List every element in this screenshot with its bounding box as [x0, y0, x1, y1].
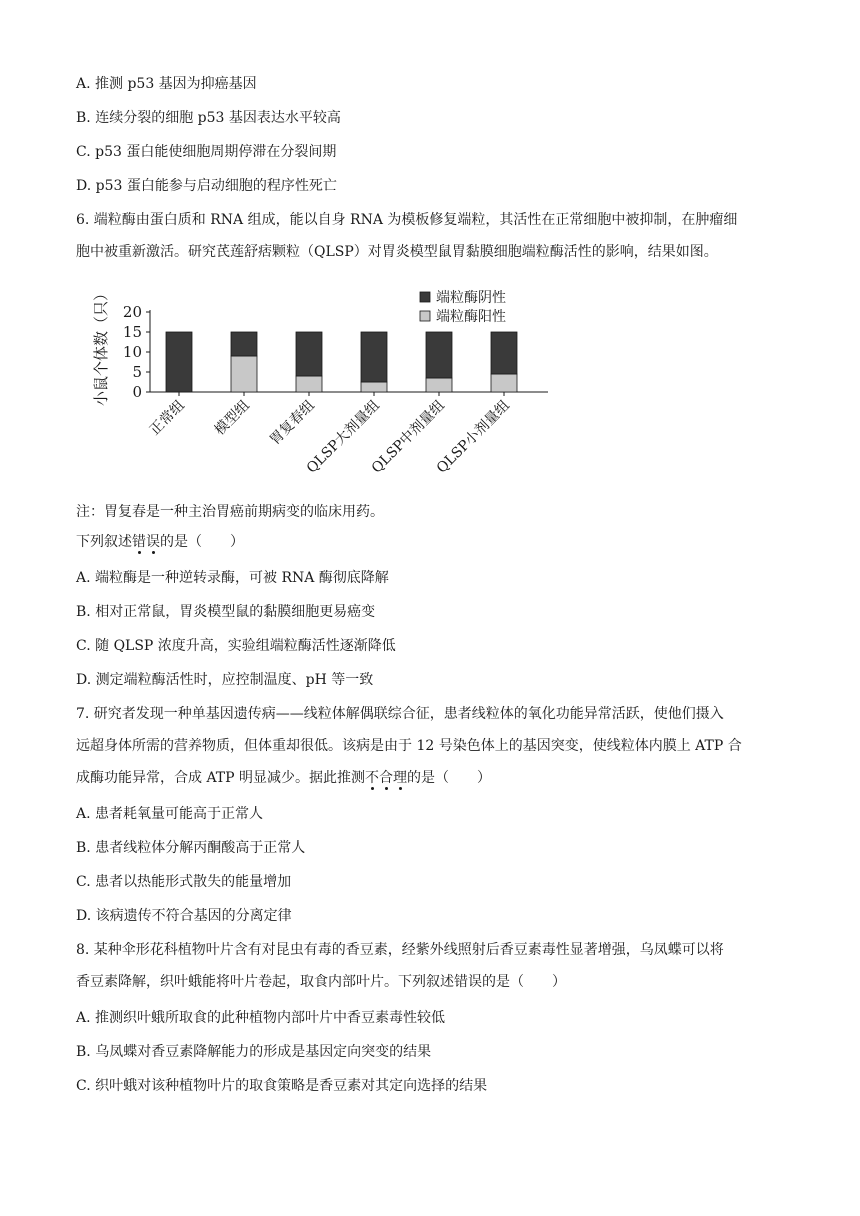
- x-tick-label: 胃复春组: [266, 397, 318, 449]
- bar-segment: [361, 382, 387, 392]
- legend-swatch: [420, 292, 430, 302]
- q7-option-d: D. 该病遗传不符合基因的分离定律: [76, 908, 292, 924]
- q7-stem-post: 的是（ ）: [407, 770, 492, 786]
- emphasis-char: 误: [146, 534, 160, 550]
- bar-segment: [166, 332, 192, 392]
- legend-label: 端粒酶阴性: [436, 290, 506, 306]
- q8-stem-line2: 香豆素降解，织叶蛾能将叶片卷起，取食内部叶片。下列叙述错误的是（ ）: [76, 974, 566, 990]
- bar-segment: [296, 376, 322, 392]
- legend-label: 端粒酶阳性: [436, 309, 506, 325]
- emphasis-char: 理: [393, 770, 408, 786]
- q6-stem-line2: 胞中被重新激活。研究芪莲舒痞颗粒（QLSP）对胃炎模型鼠胃黏膜细胞端粒酶活性的影响，结果如图。: [76, 244, 718, 260]
- emphasis-char: 不: [365, 770, 380, 786]
- y-tick-label: 20: [122, 303, 142, 321]
- q5-option-c: C. p53 蛋白能使细胞周期停滞在分裂间期: [76, 144, 337, 160]
- q7-option-c: C. 患者以热能形式散失的能量增加: [76, 874, 292, 890]
- chart-note: 注：胃复春是一种主治胃癌前期病变的临床用药。: [76, 504, 384, 520]
- y-tick-label: 0: [132, 383, 142, 401]
- emphasis-char: 合: [379, 770, 394, 786]
- q6-option-b: B. 相对正常鼠，胃炎模型鼠的黏膜细胞更易癌变: [76, 604, 376, 620]
- y-tick-label: 5: [132, 363, 142, 381]
- telomerase-chart: [86, 282, 556, 478]
- x-tick-label: QLSP小剂量组: [433, 397, 513, 477]
- x-tick-label: QLSP大剂量组: [303, 397, 383, 477]
- q7-stem-line3: [76, 768, 491, 788]
- q8-option-c: C. 织叶蛾对该种植物叶片的取食策略是香豆素对其定向选择的结果: [76, 1078, 488, 1094]
- emphasis-char: 错: [132, 534, 146, 550]
- q8-stem-line1: 8. 某种伞形花科植物叶片含有对昆虫有毒的香豆素，经紫外线照射后香豆素毒性显著增强，乌凤蝶可以将: [76, 942, 724, 958]
- bar-segment: [231, 332, 257, 356]
- q8-option-a: A. 推测织叶蛾所取食的此种植物内部叶片中香豆素毒性较低: [76, 1010, 446, 1026]
- q5-option-d: D. p53 蛋白能参与启动细胞的程序性死亡: [76, 178, 337, 194]
- q6-option-a: A. 端粒酶是一种逆转录酶，可被 RNA 酶彻底降解: [76, 570, 389, 586]
- legend-swatch: [420, 311, 430, 321]
- y-axis-label: 小鼠个体数（只）: [92, 285, 110, 407]
- q7-option-b: B. 患者线粒体分解丙酮酸高于正常人: [76, 840, 306, 856]
- y-tick-label: 15: [122, 323, 142, 341]
- q6-question: [76, 532, 244, 552]
- q7-option-a: A. 患者耗氧量可能高于正常人: [76, 806, 264, 822]
- bar-segment: [231, 356, 257, 392]
- q5-option-b: B. 连续分裂的细胞 p53 基因表达水平较高: [76, 110, 341, 126]
- x-tick-label: 正常组: [146, 397, 188, 439]
- q6-stem-line1: 6. 端粒酶由蛋白质和 RNA 组成，能以自身 RNA 为模板修复端粒，其活性在正常细胞中被抑制，在肿瘤细: [76, 212, 738, 228]
- q6-question-post: 的是（ ）: [160, 534, 244, 550]
- bar-segment: [426, 332, 452, 378]
- q6-option-d: D. 测定端粒酶活性时，应控制温度、pH 等一致: [76, 672, 374, 688]
- y-tick-label: 10: [122, 343, 142, 361]
- bar-segment: [491, 374, 517, 392]
- bar-segment: [491, 332, 517, 374]
- q6-option-c: C. 随 QLSP 浓度升高，实验组端粒酶活性逐渐降低: [76, 638, 396, 654]
- x-tick-label: 模型组: [211, 397, 253, 439]
- q8-option-b: B. 乌凤蝶对香豆素降解能力的形成是基因定向突变的结果: [76, 1044, 432, 1060]
- x-tick-label: QLSP中剂量组: [368, 397, 448, 477]
- q6-question-pre: 下列叙述: [76, 534, 132, 550]
- q7-stem-pre: 成酶功能异常，合成 ATP 明显减少。据此推测: [76, 770, 366, 786]
- bar-segment: [296, 332, 322, 376]
- q7-stem-line1: 7. 研究者发现一种单基因遗传病——线粒体解偶联综合征，患者线粒体的氧化功能异常活跃，使他们摄入: [76, 706, 724, 722]
- bar-segment: [361, 332, 387, 382]
- q5-option-a: A. 推测 p53 基因为抑癌基因: [76, 76, 257, 92]
- q7-stem-line2: 远超身体所需的营养物质，但体重却很低。该病是由于 12 号染色体上的基因突变，使线粒体内膜上 ATP 合: [76, 738, 742, 754]
- bar-segment: [426, 378, 452, 392]
